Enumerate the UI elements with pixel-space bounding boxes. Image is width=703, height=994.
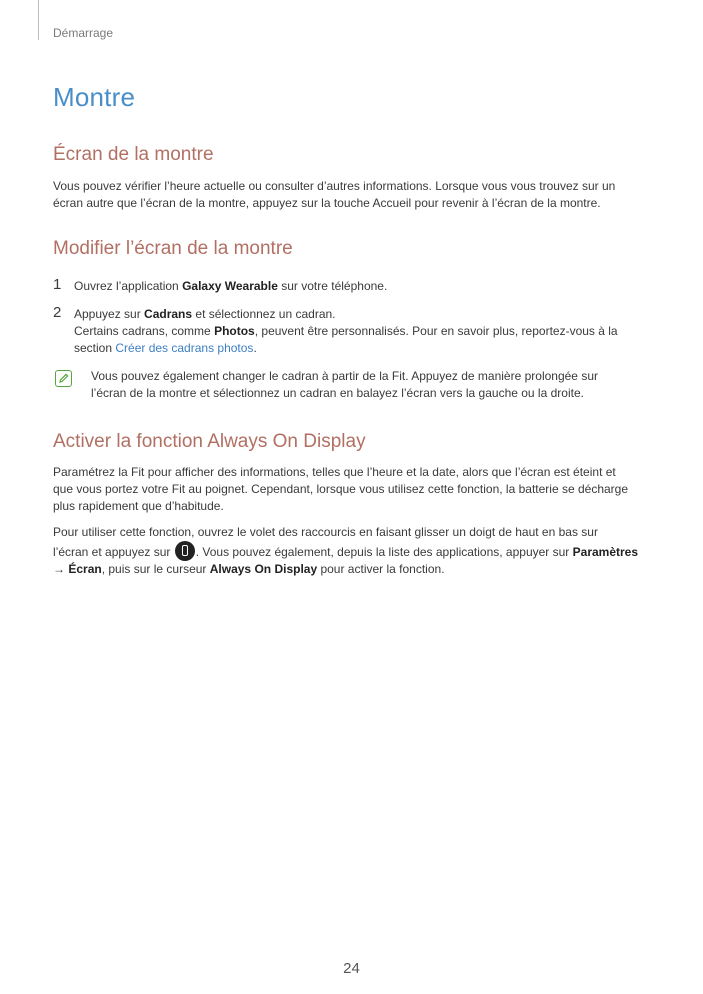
step-2-text: Appuyez sur Cadrans et sélectionnez un cadran. Certains cadrans, comme Photos, peuvent être personnalisés. Pour en savoir plus, reportez-vous à la section Créer des cadrans photos. [74,307,618,355]
watch-settings-icon [175,541,195,561]
section-aod-paragraph-1: Paramétrez la Fit pour afficher des informations, telles que l’heure et la date, alors que l’écran est éteint et que vous portez votre Fit au poignet. Cependant, lorsque vous utilisez cette fonction, la batterie se décharge plus rapidement que d’habitude. [53,465,629,513]
section-heading-watch-screen: Écran de la montre [53,144,214,165]
section-heading-always-on-display: Activer la fonction Always On Display [53,431,366,452]
link-create-photo-watch-faces[interactable]: Créer des cadrans photos [115,341,254,355]
page-number: 24 [343,960,360,977]
step-number-1: 1 [53,276,62,293]
step-number-2: 2 [53,304,62,321]
app-name-galaxy-wearable: Galaxy Wearable [182,279,278,293]
note-pencil-icon [55,370,72,387]
section-aod-paragraph-2: Pour utiliser cette fonction, ouvrez le volet des raccourcis en faisant glisser un doigt de haut en bas sur l’écran et appuyez sur . Vous pouvez également, depuis la liste des applications, appuyer sur Paramètres → Écran, puis sur le curseur Always On Display pour activer la fonction. [53,525,639,576]
page-title: Montre [53,82,136,112]
step-1-text: Ouvrez l’application Galaxy Wearable sur votre téléphone. [74,279,388,293]
section-watch-screen-text: Vous pouvez vérifier l’heure actuelle ou consulter d’autres informations. Lorsque vous vous trouvez sur un écran autre que l’écran de la montre, appuyez sur la touche Accueil pour revenir à l’écran de la montre. [53,179,616,210]
note-text: Vous pouvez également changer le cadran à partir de la Fit. Appuyez de manière prolongée sur l’écran de la montre et sélectionnez un cadran en balayez l’écran vers la gauche ou la droite. [91,369,598,400]
section-heading-modify-watch-face: Modifier l’écran de la montre [53,238,293,259]
header-divider [38,0,39,40]
breadcrumb: Démarrage [53,26,114,40]
